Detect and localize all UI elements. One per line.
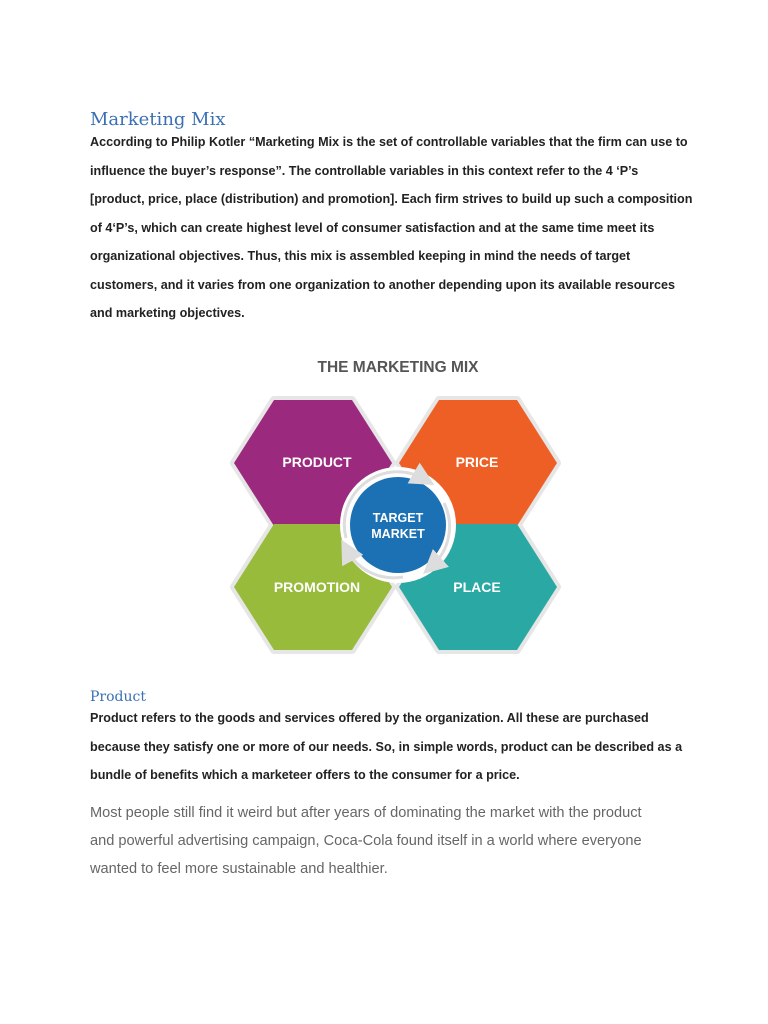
intro-line: and marketing objectives. <box>90 306 245 320</box>
price-label: PRICE <box>455 454 499 470</box>
extra-line: wanted to feel more sustainable and healthier. <box>90 861 388 877</box>
intro-line: customers, and it varies from one organization to another depending upon its available resources <box>90 277 676 292</box>
section-heading-marketing-mix: Marketing Mix <box>90 109 226 130</box>
center-label-line1: TARGET <box>372 511 424 525</box>
intro-line: influence the buyer’s response”. The controllable variables in this context refer to the 4 ‘P’s <box>90 163 639 178</box>
extra-line: and powerful advertising campaign, Coca-Cola found itself in a world where everyone <box>90 833 642 849</box>
place-label: PLACE <box>453 579 501 595</box>
marketing-mix-diagram <box>228 348 568 668</box>
product-line: because they satisfy one or more of our needs. So, in simple words, product can be described as a <box>90 739 683 754</box>
product-line: Product refers to the goods and services offered by the organization. All these are purchased <box>90 711 649 725</box>
product-paragraph <box>90 704 700 790</box>
intro-line: According to Philip Kotler “Marketing Mix is the set of controllable variables that the firm can use to <box>90 135 688 149</box>
marketing-mix-svg <box>228 348 568 668</box>
promotion-label: PROMOTION <box>273 579 361 595</box>
intro-line: of 4‘P’s, which can create highest level of consumer satisfaction and at the same time meet its <box>90 220 655 235</box>
intro-paragraph <box>90 128 700 328</box>
section-heading-product: Product <box>90 689 146 705</box>
center-label-line2: MARKET <box>371 527 425 541</box>
product-label: PRODUCT <box>282 454 352 470</box>
intro-line: organizational objectives. Thus, this mix is assembled keeping in mind the needs of target <box>90 249 631 263</box>
extra-line: Most people still find it weird but after years of dominating the market with the product <box>90 805 642 821</box>
diagram-title: THE MARKETING MIX <box>317 359 479 376</box>
intro-line: [product, price, place (distribution) and promotion]. Each firm strives to build up such a composition <box>90 192 693 206</box>
coca-cola-paragraph <box>90 799 690 883</box>
product-line: bundle of benefits which a marketeer offers to the consumer for a price. <box>90 768 520 782</box>
center-circle <box>350 477 446 573</box>
